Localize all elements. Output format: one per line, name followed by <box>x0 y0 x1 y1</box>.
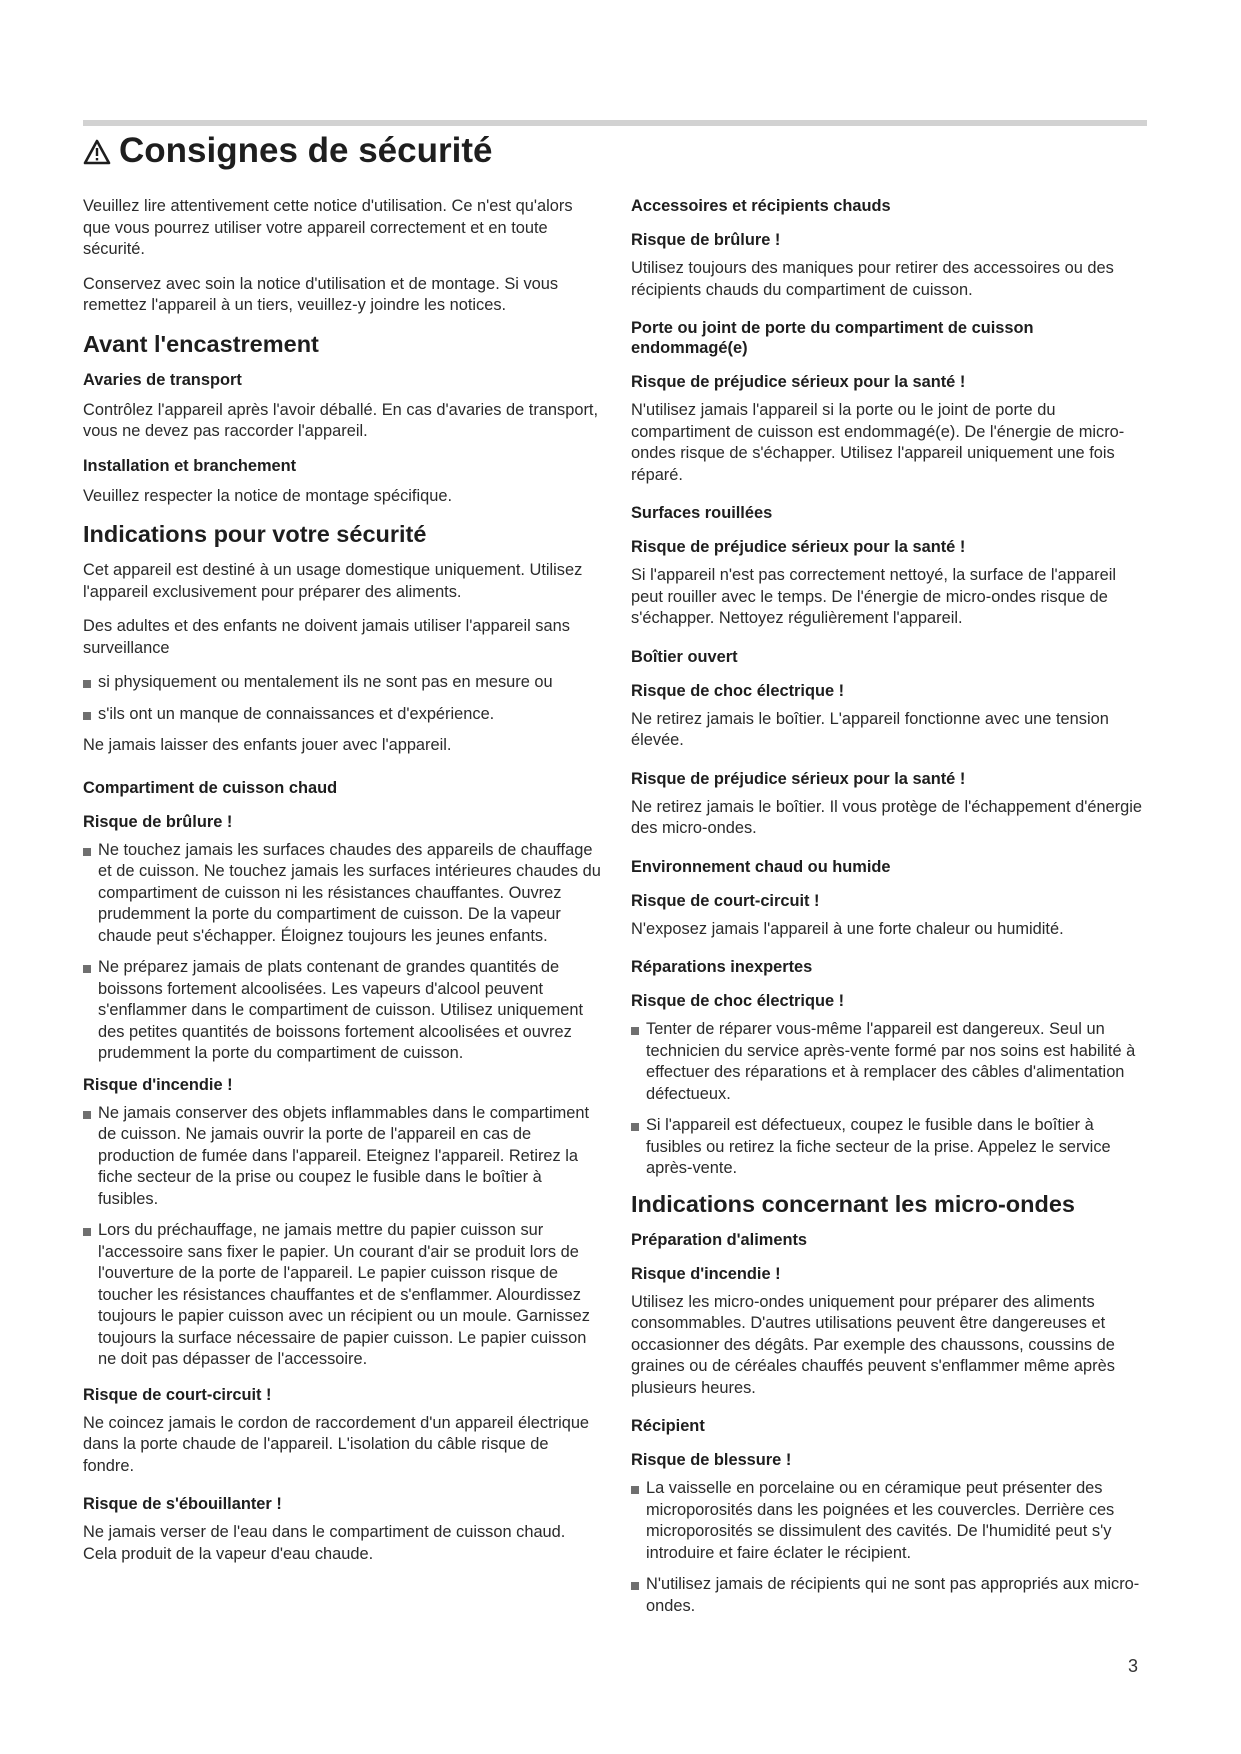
left-column <box>83 196 603 1578</box>
list-item: Lors du préchauffage, ne jamais mettre du papier cuisson sur l'accessoire sans fixer le papier. Un courant d'air se produit lors de l'ouverture de la porte de l'appareil. Le papier cuisson risque de toucher les résistances chauffantes et de s'enflammer. Alourdissez toujours le papier cuisson avec un récipient ou un moule. Garnissez toujours la surface nécessaire de papier cuisson. Le papier cuisson ne doit pas dépasser de l'accessoire. <box>83 1220 603 1371</box>
risk-title: Risque de brûlure ! <box>631 231 781 249</box>
list-item: La vaisselle en porcelaine ou en céramique peut présenter des microporosités dans les poignées et les couvercles. Derrière ces microporosités se dissimulent des cavités. De l'humidité peut s'y introduire et faire éclater le récipient. <box>631 1478 1151 1564</box>
section-heading: Indications pour votre sécurité <box>83 521 427 547</box>
section-heading: Indications concernant les micro-ondes <box>631 1190 1075 1217</box>
bullet-list <box>631 1478 1151 1617</box>
intro-paragraph: Conservez avec soin la notice d'utilisation et de montage. Si vous remettez l'appareil à un tiers, veuillez-y joindre les notices. <box>83 274 559 314</box>
risk-title: Risque de préjudice sérieux pour la santé ! <box>631 538 966 556</box>
header-rule <box>83 120 1147 126</box>
risk-title: Risque de préjudice sérieux pour la santé ! <box>631 373 966 391</box>
risk-title: Risque de court-circuit ! <box>83 1385 272 1404</box>
page-title-text: Consignes de sécurité <box>119 131 493 170</box>
paragraph: Cet appareil est destiné à un usage domestique uniquement. Utilisez l'appareil exclusivement pour préparer des aliments. <box>83 561 583 601</box>
warning-icon <box>83 130 111 178</box>
page-title <box>83 127 1147 178</box>
list-item: s'ils ont un manque de connaissances et d'expérience. <box>83 704 603 726</box>
list-item: Ne préparez jamais de plats contenant de grandes quantités de boissons fortement alcoolisées. Les vapeurs d'alcool peuvent s'enflammer dans le compartiment de cuisson. Utilisez uniquement des petites quantités de boissons fortement alcoolisées et ouvrez prudemment la porte du compartiment de cuisson. <box>83 957 603 1065</box>
list-item: Ne touchez jamais les surfaces chaudes des appareils de chauffage et de cuisson. Ne touchez jamais les surfaces intérieures chaudes du compartiment de cuisson ni les résistances chauffantes. Ouvrez prudemment la porte du compartiment de cuisson. De la vapeur chaude peut s'échapper. Éloignez toujours les jeunes enfants. <box>83 840 603 948</box>
risk-title: Risque d'incendie ! <box>83 1075 233 1094</box>
paragraph: Ne retirez jamais le boîtier. L'appareil fonctionne avec une tension élevée. <box>631 709 1109 749</box>
intro-paragraph: Veuillez lire attentivement cette notice d'utilisation. Ce n'est qu'alors que vous pourrez utiliser votre appareil correctement et en toute sécurité. <box>83 197 573 258</box>
risk-title: Risque de choc électrique ! <box>631 992 845 1010</box>
section-heading: Avant l'encastrement <box>83 330 319 357</box>
subsection-title: Surfaces rouillées <box>631 504 773 522</box>
risk-title: Risque de préjudice sérieux pour la santé ! <box>631 769 966 788</box>
subsection-title: Accessoires et récipients chauds <box>631 197 891 215</box>
subsection-title: Installation et branchement <box>83 456 297 475</box>
page-number: 3 <box>1128 1656 1139 1676</box>
subsection-title: Environnement chaud ou humide <box>631 857 891 876</box>
paragraph: Contrôlez l'appareil après l'avoir déballé. En cas d'avaries de transport, vous ne devez pas raccorder l'appareil. <box>83 400 599 440</box>
subsection-title: Avaries de transport <box>83 370 242 389</box>
paragraph: Utilisez les micro-ondes uniquement pour préparer des aliments consommables. D'autres utilisations peuvent être dangereuses et occasionner des dégâts. Par exemple des chaussons, coussins de graines ou de céréales chauffés peuvent s'enflammer même après plusieurs heures. <box>631 1292 1115 1397</box>
paragraph: Si l'appareil n'est pas correctement nettoyé, la surface de l'appareil peut rouiller avec le temps. De l'énergie de micro-ondes risque de s'échapper. Nettoyez régulièrement l'appareil. <box>631 566 1116 627</box>
risk-title: Risque de brûlure ! <box>83 812 233 831</box>
risk-title: Risque de choc électrique ! <box>631 681 845 700</box>
list-item: Si l'appareil est défectueux, coupez le fusible dans le boîtier à fusibles ou retirez la fiche secteur de la prise. Appelez le service après-vente. <box>631 1115 1151 1180</box>
list-item: Tenter de réparer vous-même l'appareil est dangereux. Seul un technicien du service après-vente formé par nos soins est habilité à effectuer des réparations et à remplacer des câbles d'alimentation défectueux. <box>631 1019 1151 1105</box>
paragraph: N'exposez jamais l'appareil à une forte chaleur ou humidité. <box>631 919 1064 938</box>
bullet-list <box>83 840 603 1065</box>
paragraph: Des adultes et des enfants ne doivent jamais utiliser l'appareil sans surveillance <box>83 617 570 657</box>
risk-title: Risque de blessure ! <box>631 1451 792 1469</box>
subsection-title: Porte ou joint de porte du compartiment de cuisson endommagé(e) <box>631 319 1034 357</box>
paragraph: Veuillez respecter la notice de montage spécifique. <box>83 486 453 505</box>
list-item: Ne jamais conserver des objets inflammables dans le compartiment de cuisson. Ne jamais ouvrir la porte de l'appareil en cas de production de fumée dans l'appareil. Eteignez l'appareil. Retirez la fiche secteur de la prise ou coupez le fusible dans le boîtier à fusibles. <box>83 1103 603 1211</box>
list-item: si physiquement ou mentalement ils ne sont pas en mesure ou <box>83 672 603 694</box>
paragraph: Utilisez toujours des maniques pour retirer des accessoires ou des récipients chauds du compartiment de cuisson. <box>631 259 1114 299</box>
risk-title: Risque de s'ébouillanter ! <box>83 1495 282 1513</box>
subsection-title: Boîtier ouvert <box>631 647 738 666</box>
paragraph: Ne jamais laisser des enfants jouer avec l'appareil. <box>83 736 452 754</box>
bullet-list <box>83 1103 603 1371</box>
list-item: N'utilisez jamais de récipients qui ne sont pas appropriés aux micro-ondes. <box>631 1574 1151 1617</box>
bullet-list <box>83 672 603 725</box>
paragraph: Ne coincez jamais le cordon de raccordement d'un appareil électrique dans la porte chaude de l'appareil. L'isolation du câble risque de fondre. <box>83 1413 590 1475</box>
paragraph: Ne jamais verser de l'eau dans le compartiment de cuisson chaud. Cela produit de la vapeur d'eau chaude. <box>83 1523 566 1563</box>
right-column <box>631 196 1151 1627</box>
risk-title: Risque d'incendie ! <box>631 1264 781 1283</box>
subsection-title: Réparations inexpertes <box>631 958 813 976</box>
risk-title: Risque de court-circuit ! <box>631 891 820 910</box>
subsection-title: Compartiment de cuisson chaud <box>83 778 338 797</box>
subsection-title: Récipient <box>631 1417 705 1435</box>
paragraph: Ne retirez jamais le boîtier. Il vous protège de l'échappement d'énergie des micro-ondes. <box>631 797 1143 837</box>
paragraph: N'utilisez jamais l'appareil si la porte ou le joint de porte du compartiment de cuisson est endommagé(e). De l'énergie de micro-ondes risque de s'échapper. Utilisez l'appareil uniquement une fois réparé. <box>631 401 1125 484</box>
subsection-title: Préparation d'aliments <box>631 1230 808 1249</box>
bullet-list <box>631 1019 1151 1180</box>
